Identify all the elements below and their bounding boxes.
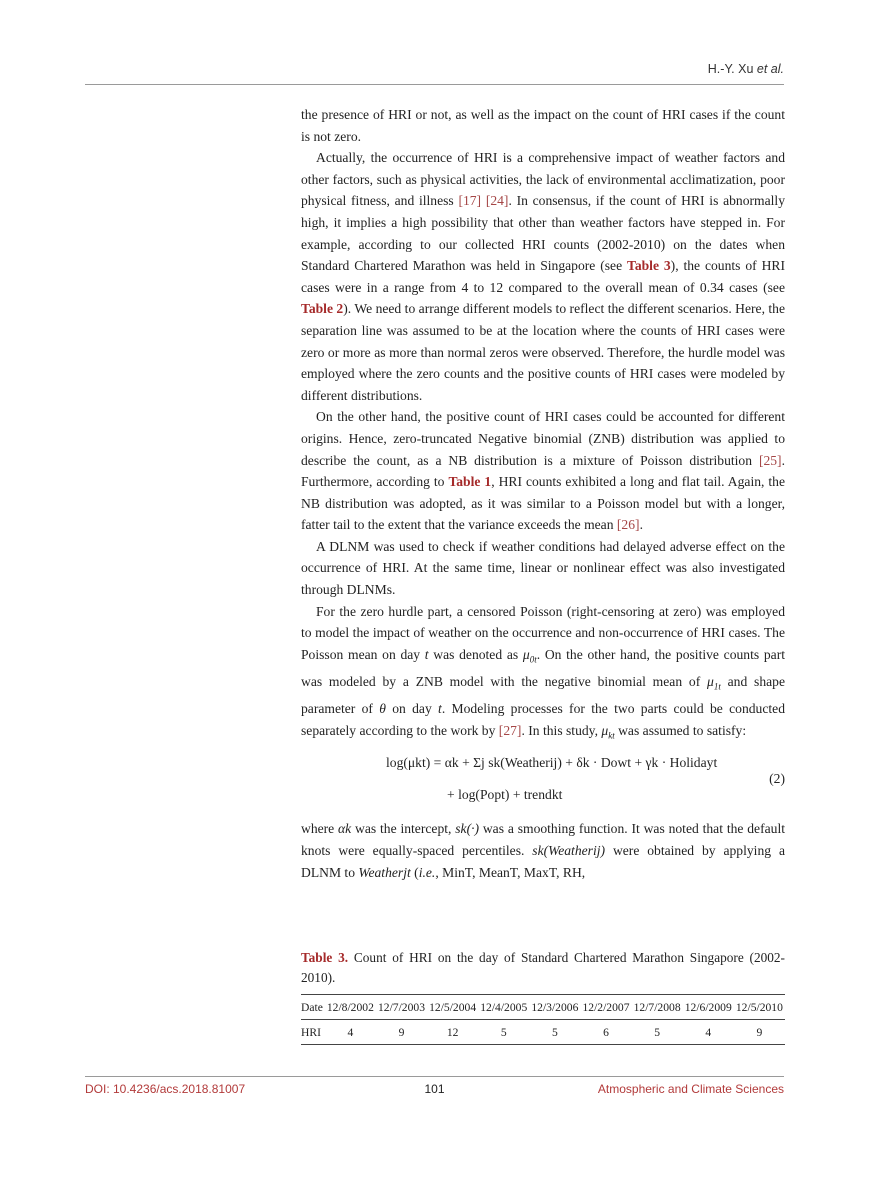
citation-25[interactable]: [25] <box>758 452 782 468</box>
equation-line-1: log(μkt) = αk + Σj sk(Weatherij) + δk · Dowt + γk · Holidayt <box>386 755 718 771</box>
table-cell: 5 <box>478 1020 529 1045</box>
citation-27[interactable]: [27] <box>498 723 522 739</box>
table-cell: 5 <box>632 1020 683 1045</box>
math-mu-1t: $\mu_{1t}$ <box>707 674 721 692</box>
table-cell: 4 <box>325 1020 376 1045</box>
paragraph-3: On the other hand, the positive count of HRI cases could be accounted for different origins. Hence, zero-truncated Negative binomial (ZNB) distribution was applied to describe the count, as a NB distribution is a mixture of Poisson distribution [25]. Furthermore, according to Table 1, HRI counts exhibited a long and flat tail. Again, the NB distribution was adopted, as it was similar to a Poisson model but with a longer, fatter tail to the extent that the variance exceeds the mean [26]. <box>301 409 785 533</box>
paragraph-5: For the zero hurdle part, a censored Poisson (right-censoring at zero) was employed to model the impact of weather on the occurrence and non-occurrence of HRI cases. The Poisson mean on day t was denoted as $\mu_{0t}$. On the other hand, the positive counts part was modeled by a ZNB model with the negative binomial mean of $\mu_{1t}$ and shape parameter of θ on day t. Modeling processes for the two parts could be conducted separately according to the work by [27]. In this study, $\mu_{kt}$ was assumed to satisfy: <box>301 603 785 741</box>
equation-line-2: + log(Popt) + trendkt <box>447 787 563 803</box>
table-header-cell: 12/8/2002 <box>325 995 376 1020</box>
paragraph-1: the presence of HRI or not, as well as the impact on the count of HRI cases if the count is not zero. <box>301 107 785 144</box>
table-header-cell: 12/5/2004 <box>427 995 478 1020</box>
paragraph-2: Actually, the occurrence of HRI is a comprehensive impact of weather factors and other factors, such as physical activities, the lack of environmental acclimatization, poor physical fitness, and illness [17] [24]. In consensus, if the count of HRI is abnormally high, it implies a high possibility that other than weather factors have stepped in. For example, according to our collected HRI counts (2002-2010) on the dates when Standard Chartered Marathon was held in Singapore (see Table 3), the counts of HRI cases were in a range from 4 to 12 compared to the overall mean of 0.34 cases (see Table 2). We need to arrange different models to reflect the different scenarios. Here, the separation line was assumed to be at the location where the counts of HRI cases were zero or more as more than normal zeros were observed. Therefore, the hurdle model was employed where the zero counts and the positive counts of HRI cases were modeled by different distributions. <box>301 150 786 403</box>
table-header-cell: 12/7/2008 <box>632 995 683 1020</box>
table-row <box>301 1020 785 1045</box>
table-3-caption: Table 3. Count of HRI on the day of Standard Chartered Marathon Singapore (2002-2010). <box>301 950 785 985</box>
table-header-cell: 12/3/2006 <box>529 995 580 1020</box>
table-header-cell: 12/2/2007 <box>580 995 631 1020</box>
equation-2 <box>301 750 785 812</box>
paragraph-4: A DLNM was used to check if weather conditions had delayed adverse effect on the occurrence of HRI. At the same time, linear or nonlinear effect was also investigated through DLNMs. <box>301 538 785 598</box>
table-1-link[interactable]: Table 1 <box>448 474 492 490</box>
body-text <box>301 104 785 883</box>
table-cell: 9 <box>376 1020 427 1045</box>
citation-24[interactable]: [24] <box>485 193 509 209</box>
paragraph-6: where αk was the intercept, sk(·) was a smoothing function. It was noted that the default knots were equally-spaced percentiles. sk(Weatherij) were obtained by applying a DLNM to Weatherjt (i.e., MinT, MeanT, MaxT, RH, <box>301 821 786 880</box>
table-3-link[interactable]: Table 3 <box>627 258 671 274</box>
table-caption-label: Table 3. <box>301 950 349 965</box>
table-3 <box>301 994 785 1045</box>
footer-journal-link[interactable]: Atmospheric and Climate Sciences <box>597 1082 784 1096</box>
table-cell: HRI <box>301 1020 325 1045</box>
table-cell: 12 <box>427 1020 478 1045</box>
citation-17[interactable]: [17] <box>458 193 482 209</box>
running-header-author: H.-Y. Xu et al. <box>707 62 784 76</box>
footer-page-number: 101 <box>424 1082 445 1096</box>
table-cell: 9 <box>734 1020 785 1045</box>
equation-number: (2) <box>769 771 785 787</box>
math-mu-kt: $\mu_{kt}$ <box>601 723 615 741</box>
table-2-link[interactable]: Table 2 <box>301 301 344 317</box>
header-rule <box>85 84 784 85</box>
footer-doi-link[interactable]: DOI: 10.4236/acs.2018.81007 <box>85 1082 246 1096</box>
table-header-cell: 12/7/2003 <box>376 995 427 1020</box>
table-header-cell: Date <box>301 995 325 1020</box>
footer-rule <box>85 1076 784 1077</box>
math-mu-0t: $\mu_{0t}$ <box>522 646 537 665</box>
citation-26[interactable]: [26] <box>616 517 640 533</box>
table-cell: 5 <box>529 1020 580 1045</box>
table-header-cell: 12/6/2009 <box>683 995 734 1020</box>
table-header-cell: 12/5/2010 <box>734 995 785 1020</box>
table-header-cell: 12/4/2005 <box>478 995 529 1020</box>
table-cell: 6 <box>580 1020 631 1045</box>
table-cell: 4 <box>683 1020 734 1045</box>
table-header-row <box>301 995 785 1020</box>
